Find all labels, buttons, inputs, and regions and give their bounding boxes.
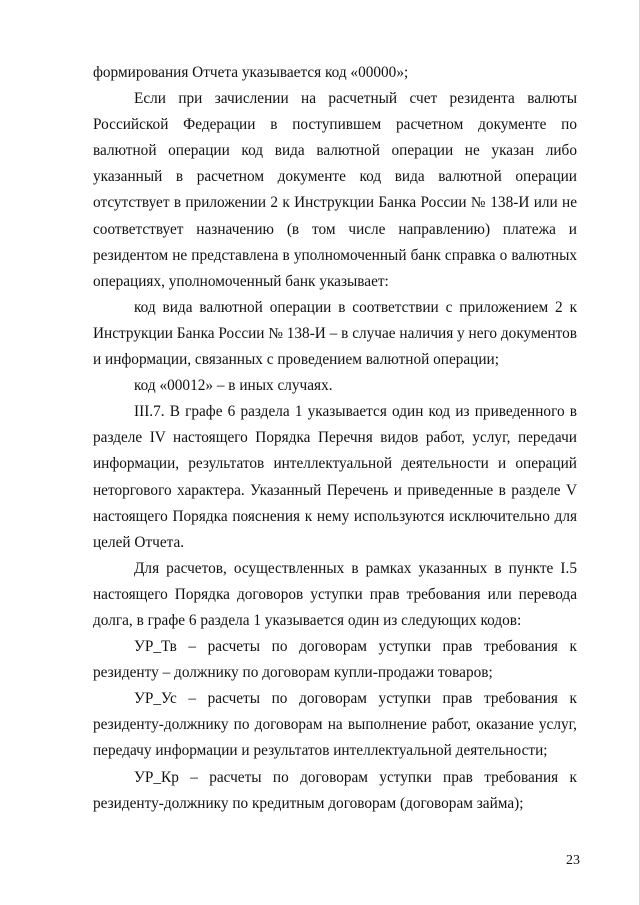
paragraph: код «00012» – в иных случаях. (134, 377, 333, 395)
page-number: 23 (566, 853, 580, 868)
paragraph: УР_Кр – расчеты по договорам уступки прав требования к резиденту-должнику по кредитным договорам (договорам займа); (93, 768, 577, 812)
paragraph: УР_Ус – расчеты по договорам уступки прав требования к резиденту-должнику по договорам на выполнение работ, оказание услуг, передачу информации и результатов интеллектуальной деятельности; (93, 690, 577, 760)
paragraph: УР_Тв – расчеты по договорам уступки прав требования к резиденту – должнику по договорам купли-продажи товаров; (93, 638, 577, 682)
paragraph: Если при зачислении на расчетный счет резидента валюты Российской Федерации в поступившем расчетном документе по валютной операции код вида валютной операции не указан либо указанный в расчетном документе код вида валютной операции отсутствует в приложении 2 к Инструкции Банка России № 138-И или не соответствует назначению (в том числе направлению) платежа и резидентом не представлена в уполномоченный банк справка о валютных операциях, уполномоченный банк указывает: (93, 90, 577, 290)
body-text (93, 60, 577, 817)
paragraph: Для расчетов, осуществленных в рамках указанных в пункте I.5 настоящего Порядка договоров уступки прав требования или перевода долга, в графе 6 раздела 1 указывается один из следующих кодов: (93, 559, 577, 629)
paragraph: формирования Отчета указывается код «00000»; (93, 64, 409, 81)
paragraph: код вида валютной операции в соответствии с приложением 2 к Инструкции Банка России № 138-И – в случае наличия у него документов и информации, связанных с проведением валютной операции; (93, 298, 577, 369)
paragraph: III.7. В графе 6 раздела 1 указывается один код из приведенного в разделе IV настоящего Порядка Перечня видов работ, услуг, передачи информации, результатов интеллектуальной деятельности и операций неторгового характера. Указанный Перечень и приведенные в разделе V настоящего Порядка пояснения к нему используются исключительно для целей Отчета. (93, 403, 577, 551)
